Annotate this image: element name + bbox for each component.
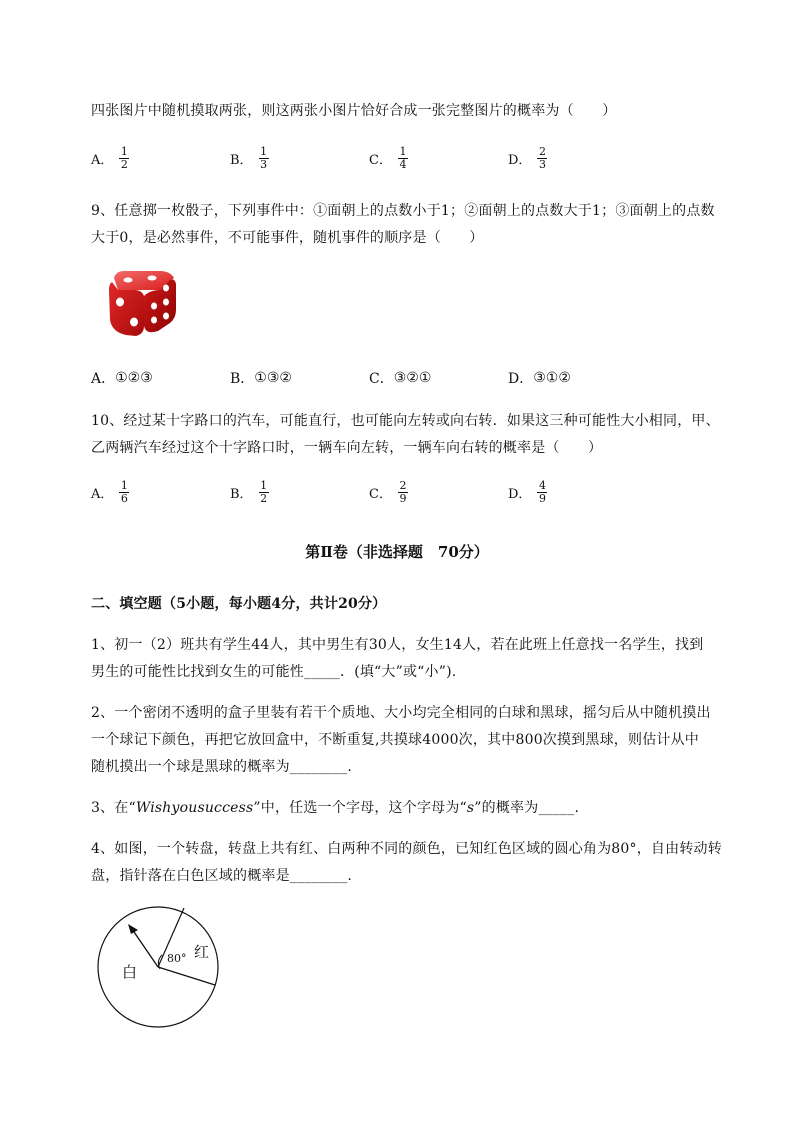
fraction [259, 146, 269, 171]
option-letter: C． [369, 371, 394, 387]
q10-option-d[interactable] [508, 480, 547, 505]
fraction [119, 480, 129, 505]
option-letter: D． [508, 371, 534, 387]
f2-line2: 一个球记下颜色，再把它放回盒中，不断重复,共摸球4000次，其中800次摸到黑球，则估计从中 [91, 732, 699, 748]
fraction [398, 146, 408, 171]
f2-line1: 2、一个密闭不透明的盒子里装有若干个质地、大小均完全相同的白球和黑球，摇匀后从中随机摸出 [91, 705, 711, 721]
q10-option-b[interactable] [230, 480, 269, 505]
numerator: 1 [260, 145, 268, 158]
denominator: 3 [538, 158, 546, 171]
sector-boundary-lower [158, 967, 215, 985]
option-letter: A． [91, 153, 114, 168]
q9-option-b[interactable] [230, 368, 292, 388]
q10-option-a[interactable] [91, 480, 129, 505]
spinner-figure [94, 905, 224, 1029]
angle-label: 80° [167, 952, 187, 965]
option-letter: D． [508, 487, 532, 502]
q8-option-b[interactable] [230, 146, 269, 171]
denominator: 2 [260, 492, 268, 505]
numerator: 1 [260, 479, 268, 492]
f3-suffix: ”的概率为_____. [474, 800, 580, 816]
f3-letter: s [466, 800, 475, 816]
q8-stem: 四张图片中随机摸取两张，则这两张小图片恰好合成一张完整图片的概率为（ ） [91, 103, 617, 119]
white-region-label: 白 [122, 963, 138, 981]
q9-option-a[interactable] [91, 368, 153, 388]
q10-option-c[interactable] [369, 480, 408, 505]
denominator: 4 [399, 158, 407, 171]
q10-stem-line2: 乙两辆汽车经过这个十字路口时，一辆车向左转，一辆车向右转的概率是（ ） [91, 440, 603, 456]
option-text: ③②① [393, 370, 432, 386]
option-letter: D． [508, 153, 532, 168]
spinner-pointer [132, 929, 158, 967]
f1-line1: 1、初一（2）班共有学生44人，其中男生有30人，女生14人，若在此班上任意找一名学生，找到 [91, 637, 704, 653]
option-letter: C． [369, 153, 392, 168]
numerator: 1 [120, 145, 128, 158]
fraction [259, 480, 269, 505]
numerator: 1 [120, 479, 128, 492]
fraction [398, 480, 408, 505]
f3-line [91, 797, 579, 817]
fraction [119, 146, 129, 171]
red-region-label: 红 [194, 943, 210, 961]
q8-option-a[interactable] [91, 146, 129, 171]
denominator: 6 [120, 492, 128, 505]
denominator: 2 [120, 158, 128, 171]
denominator: 3 [260, 158, 268, 171]
option-letter: A． [91, 371, 116, 387]
part2-title: 第Ⅱ卷（非选择题 70分） [305, 543, 489, 561]
q10-stem-line1: 10、经过某十字路口的汽车，可能直行，也可能向左转或向右转．如果这三种可能性大小相同，甲、 [91, 413, 720, 429]
dice-image [104, 268, 180, 338]
f3-prefix: 3、在“ [91, 800, 136, 816]
fraction [537, 480, 547, 505]
q9-stem-line1: 9、任意掷一枚骰子，下列事件中：①面朝上的点数小于1；②面朝上的点数大于1；③面朝上的点数 [91, 203, 715, 219]
fraction [537, 146, 547, 171]
f3-middle: ”中，任选一个字母，这个字母为“ [253, 800, 467, 816]
option-letter: C． [369, 487, 392, 502]
f3-word: Wishyousuccess [135, 800, 254, 816]
option-letter: B． [230, 487, 253, 502]
f4-line2: 盘，指针落在白色区域的概率是________. [91, 868, 353, 884]
denominator: 9 [399, 492, 407, 505]
option-letter: A． [91, 487, 114, 502]
q8-option-d[interactable] [508, 146, 547, 171]
numerator: 2 [399, 479, 407, 492]
q9-option-c[interactable] [369, 368, 431, 388]
q9-stem-line2: 大于0，是必然事件，不可能事件，随机事件的顺序是（ ） [91, 230, 484, 246]
q8-option-c[interactable] [369, 146, 408, 171]
pointer-arrow-icon [128, 924, 138, 934]
option-text: ③①② [533, 370, 571, 386]
numerator: 2 [538, 145, 546, 158]
numerator: 4 [538, 479, 546, 492]
option-letter: B． [230, 153, 253, 168]
q9-option-d[interactable] [508, 368, 571, 388]
f2-line3: 随机摸出一个球是黑球的概率为________. [91, 759, 353, 775]
numerator: 1 [399, 145, 407, 158]
denominator: 9 [538, 492, 546, 505]
f1-line2: 男生的可能性比找到女生的可能性_____．(填“大”或“小”). [91, 664, 457, 680]
option-letter: B． [230, 371, 255, 387]
f4-line1: 4、如图，一个转盘，转盘上共有红、白两种不同的颜色，已知红色区域的圆心角为80°，自由转动转 [91, 841, 722, 857]
option-text: ①②③ [115, 370, 153, 386]
option-text: ①③② [254, 370, 292, 386]
fill-section-header: 二、填空题（5小题，每小题4分，共计20分） [91, 596, 387, 612]
